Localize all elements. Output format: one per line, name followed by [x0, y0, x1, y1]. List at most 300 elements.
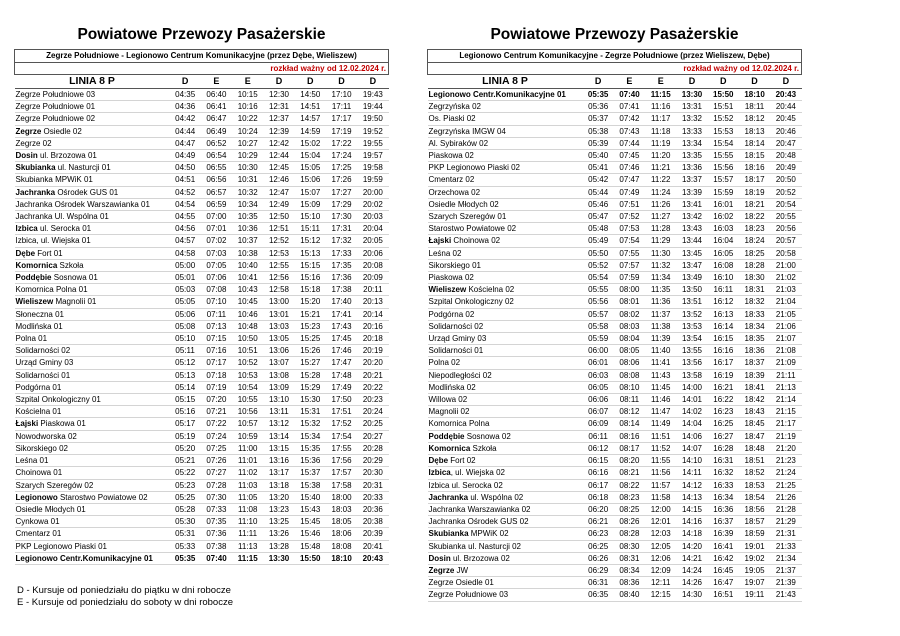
departure-time: 17:58: [326, 479, 357, 491]
departure-time: 15:32: [295, 418, 326, 430]
stop-name-part: Piaskowa 02: [428, 273, 474, 283]
departure-time: 07:00: [201, 211, 232, 223]
stop-name-part: Izbica ul. Serocka 02: [428, 480, 503, 490]
departure-time: 05:21: [170, 455, 201, 467]
departure-time: 18:34: [739, 320, 770, 332]
departure-time: 20:14: [357, 308, 388, 320]
departure-time: 17:26: [326, 174, 357, 186]
departure-time: 17:11: [326, 101, 357, 113]
stop-name: [15, 430, 170, 442]
departure-time: 18:10: [326, 552, 357, 564]
departure-time: 13:25: [263, 516, 294, 528]
departure-time: 08:11: [614, 394, 645, 406]
table-row: [15, 357, 389, 369]
stop-name-part: ul. Brzozowa 01: [37, 151, 97, 161]
departure-time: 11:01: [232, 455, 263, 467]
stop-name: [15, 467, 170, 479]
departure-time: 21:11: [770, 369, 801, 381]
departure-time: 11:19: [645, 137, 676, 149]
departure-time: 05:54: [583, 272, 614, 284]
table-row: [15, 503, 389, 515]
departure-time: 05:47: [583, 211, 614, 223]
departure-time: 16:39: [708, 528, 739, 540]
departure-time: 07:52: [614, 211, 645, 223]
departure-time: 07:21: [201, 406, 232, 418]
departure-time: 04:36: [170, 101, 201, 113]
departure-time: 13:50: [676, 284, 707, 296]
stop-name-part: ul. Wspólna 02: [468, 492, 524, 502]
departure-time: 04:57: [170, 235, 201, 247]
departure-time: 08:30: [614, 540, 645, 552]
departure-time: 06:29: [583, 564, 614, 576]
departure-time: 10:30: [232, 162, 263, 174]
departure-time: 17:31: [326, 223, 357, 235]
departure-time: 05:05: [170, 296, 201, 308]
departure-time: 20:25: [357, 418, 388, 430]
table-row: [15, 308, 389, 320]
departure-time: 10:55: [232, 394, 263, 406]
departure-time: 07:41: [614, 101, 645, 113]
departure-time: 19:07: [739, 577, 770, 589]
stop-name-part: Magnolii 02: [428, 407, 470, 417]
stop-name-part: Polna 01: [15, 334, 48, 344]
departure-time: 20:23: [357, 394, 388, 406]
stop-name-part: Podgórna 02: [428, 309, 475, 319]
departure-time: 13:23: [263, 503, 294, 515]
departure-time: 10:43: [232, 284, 263, 296]
departure-time: 15:16: [295, 272, 326, 284]
town-name: Łajski: [15, 419, 39, 429]
day-type-header: E: [201, 75, 232, 89]
departure-time: 21:25: [770, 479, 801, 491]
departure-time: 07:19: [201, 381, 232, 393]
town-name: Wieliszew: [428, 285, 467, 295]
departure-time: 20:03: [357, 211, 388, 223]
departure-time: 11:40: [645, 345, 676, 357]
legend-item: E - Kursuje od poniedziału do soboty w dni robocze: [17, 597, 233, 608]
departure-time: 16:14: [708, 320, 739, 332]
table-row: [15, 406, 389, 418]
stop-name-part: Solidarności 02: [15, 346, 71, 356]
departure-time: 12:52: [263, 235, 294, 247]
departure-time: 15:26: [295, 345, 326, 357]
table-row: [15, 247, 389, 259]
departure-time: 10:36: [232, 223, 263, 235]
departure-time: 07:40: [201, 552, 232, 564]
departure-time: 04:35: [170, 89, 201, 101]
departure-time: 10:15: [232, 89, 263, 101]
departure-time: 06:07: [583, 406, 614, 418]
departure-time: 07:35: [201, 516, 232, 528]
table-row: [428, 320, 802, 332]
departure-time: 10:32: [232, 186, 263, 198]
departure-time: 15:13: [295, 247, 326, 259]
departure-time: 18:52: [739, 467, 770, 479]
company-title: Powiatowe Przewozy Pasażerskie: [490, 26, 739, 43]
departure-time: 12:11: [645, 577, 676, 589]
table-row: [15, 394, 389, 406]
departure-time: 13:20: [263, 491, 294, 503]
departure-time: 15:27: [295, 357, 326, 369]
departure-time: 07:46: [614, 162, 645, 174]
departure-time: 16:25: [708, 418, 739, 430]
table-row: [428, 150, 802, 162]
table-row: [428, 223, 802, 235]
validity-note: rozkład ważny od 12.02.2024 r.: [428, 63, 802, 75]
departure-time: 18:45: [739, 418, 770, 430]
departure-time: 19:55: [357, 137, 388, 149]
departure-time: 12:47: [263, 186, 294, 198]
departure-time: 20:31: [357, 479, 388, 491]
departure-time: 08:21: [614, 467, 645, 479]
departure-time: 21:04: [770, 296, 801, 308]
departure-time: 05:41: [583, 162, 614, 174]
departure-time: 11:39: [645, 333, 676, 345]
departure-time: 13:26: [263, 528, 294, 540]
stop-name-part: Modlińska 02: [428, 382, 476, 392]
departure-time: 13:01: [263, 308, 294, 320]
departure-time: 18:48: [739, 442, 770, 454]
departure-time: 10:34: [232, 198, 263, 210]
departure-time: 17:38: [326, 284, 357, 296]
departure-time: 20:05: [357, 235, 388, 247]
departure-time: 05:16: [170, 406, 201, 418]
stop-name: [428, 308, 583, 320]
departure-time: 18:00: [326, 491, 357, 503]
departure-time: 13:39: [676, 186, 707, 198]
departure-time: 12:56: [263, 272, 294, 284]
departure-time: 13:54: [676, 333, 707, 345]
departure-time: 12:46: [263, 174, 294, 186]
departure-time: 15:30: [295, 394, 326, 406]
departure-time: 21:13: [770, 381, 801, 393]
stop-name: [428, 577, 583, 589]
departure-time: 07:02: [201, 235, 232, 247]
departure-time: 07:10: [201, 296, 232, 308]
departure-time: 10:27: [232, 137, 263, 149]
departure-time: 05:46: [583, 198, 614, 210]
table-row: [15, 211, 389, 223]
stop-name: [15, 516, 170, 528]
departure-time: 17:43: [326, 320, 357, 332]
departure-time: 13:44: [676, 235, 707, 247]
stop-name-part: Leśna 01: [15, 456, 49, 466]
departure-time: 04:42: [170, 113, 201, 125]
departure-time: 18:13: [739, 125, 770, 137]
stop-name: [428, 113, 583, 125]
stop-name: [15, 101, 170, 113]
stop-name-part: Zegrze Osiedle 01: [428, 578, 494, 588]
departure-time: 15:02: [295, 137, 326, 149]
validity-note: rozkład ważny od 12.02.2024 r.: [15, 63, 389, 75]
departure-time: 17:22: [326, 137, 357, 149]
departure-time: 13:07: [263, 357, 294, 369]
stop-name-part: Szarych Szeregów 02: [15, 480, 94, 490]
departure-time: 05:48: [583, 223, 614, 235]
stop-name-part: Szpital Onkologiczny 01: [15, 395, 101, 405]
departure-time: 15:18: [295, 284, 326, 296]
departure-time: 11:08: [232, 503, 263, 515]
table-row: [428, 137, 802, 149]
departure-time: 07:01: [201, 223, 232, 235]
departure-time: 05:25: [170, 491, 201, 503]
departure-time: 13:41: [676, 198, 707, 210]
departure-time: 16:10: [708, 272, 739, 284]
departure-time: 08:40: [614, 589, 645, 601]
departure-time: 15:21: [295, 308, 326, 320]
stop-name: [428, 589, 583, 601]
stop-name: [15, 406, 170, 418]
departure-time: 05:33: [170, 540, 201, 552]
departure-time: 07:18: [201, 369, 232, 381]
stop-name-part: Fort 01: [35, 248, 63, 258]
day-type-header: D: [739, 75, 770, 89]
town-name: Poddębie: [428, 431, 465, 441]
departure-time: 13:34: [676, 137, 707, 149]
stop-name-part: Choinowa 01: [15, 468, 63, 478]
stop-name-part: Nowodworska 02: [15, 431, 77, 441]
departure-time: 08:06: [614, 357, 645, 369]
stop-name-part: Orzechowa 02: [428, 187, 481, 197]
departure-time: 20:16: [357, 320, 388, 332]
departure-time: 05:30: [170, 516, 201, 528]
town-name: Legionowo: [15, 492, 58, 502]
departure-time: 18:19: [739, 186, 770, 198]
table-row: [15, 272, 389, 284]
departure-time: 16:34: [708, 491, 739, 503]
departure-time: 21:03: [770, 284, 801, 296]
stop-name: [15, 381, 170, 393]
departure-time: 16:36: [708, 503, 739, 515]
departure-time: 04:58: [170, 247, 201, 259]
stop-name-part: Zegrze Południowe 01: [15, 102, 96, 112]
departure-time: 07:30: [201, 491, 232, 503]
stop-name: [15, 247, 170, 259]
departure-time: 11:16: [645, 101, 676, 113]
table-row: [15, 516, 389, 528]
departure-time: 07:11: [201, 308, 232, 320]
departure-time: 10:38: [232, 247, 263, 259]
table-row: [15, 345, 389, 357]
departure-time: 13:36: [676, 162, 707, 174]
stop-name: [428, 259, 583, 271]
route-description: Zegrze Południowe - Legionowo Centrum Komunikacyjne (przez Dębe, Wieliszew): [15, 50, 389, 63]
departure-time: 14:57: [295, 113, 326, 125]
departure-time: 17:49: [326, 381, 357, 393]
stop-name-part: Skubianka ul. Nasturcji 02: [428, 541, 521, 551]
stop-name-part: PKP Legionowo Piaski 01: [15, 541, 107, 551]
stop-name-part: Solidarności 01: [15, 370, 71, 380]
departure-time: 13:43: [676, 223, 707, 235]
stop-name-part: Komornica Polna: [428, 419, 490, 429]
departure-time: 06:31: [583, 577, 614, 589]
departure-time: 05:08: [170, 320, 201, 332]
departure-time: 07:03: [201, 247, 232, 259]
departure-time: 20:19: [357, 345, 388, 357]
timetable-right: [427, 26, 802, 602]
departure-time: 17:36: [326, 272, 357, 284]
stop-name: [428, 430, 583, 442]
departure-time: 05:11: [170, 345, 201, 357]
departure-time: 10:50: [232, 333, 263, 345]
departure-time: 13:09: [263, 381, 294, 393]
stop-name-part: Komornica Polna 01: [15, 285, 88, 295]
departure-time: 07:25: [201, 442, 232, 454]
departure-time: 18:03: [326, 503, 357, 515]
departure-time: 20:55: [770, 211, 801, 223]
departure-time: 20:45: [770, 113, 801, 125]
stop-name-part: Leśna 02: [428, 248, 462, 258]
departure-time: 15:31: [295, 406, 326, 418]
departure-time: 17:19: [326, 125, 357, 137]
departure-time: 06:21: [583, 516, 614, 528]
table-row: [428, 467, 802, 479]
stop-name: [428, 272, 583, 284]
stop-name-part: Cmentarz 01: [15, 529, 62, 539]
departure-time: 15:37: [295, 467, 326, 479]
departure-time: 06:11: [583, 430, 614, 442]
column-header-row: [428, 75, 802, 89]
table-row: [15, 320, 389, 332]
departure-time: 18:16: [739, 162, 770, 174]
day-type-header: D: [583, 75, 614, 89]
departure-time: 17:55: [326, 442, 357, 454]
departure-time: 05:52: [583, 259, 614, 271]
table-row: [428, 369, 802, 381]
departure-time: 16:37: [708, 516, 739, 528]
departure-time: 06:20: [583, 503, 614, 515]
departure-time: 05:15: [170, 394, 201, 406]
departure-time: 13:35: [676, 150, 707, 162]
departure-time: 07:20: [201, 394, 232, 406]
departure-time: 06:55: [201, 162, 232, 174]
departure-time: 18:10: [739, 89, 770, 101]
departure-time: 13:11: [263, 406, 294, 418]
departure-time: 20:46: [770, 125, 801, 137]
departure-time: 12:44: [263, 150, 294, 162]
departure-time: 07:17: [201, 357, 232, 369]
departure-time: 16:41: [708, 540, 739, 552]
day-type-header: E: [645, 75, 676, 89]
departure-time: 11:00: [232, 442, 263, 454]
departure-time: 20:54: [770, 198, 801, 210]
departure-time: 19:58: [357, 162, 388, 174]
stop-name-part: Piaskowa 01: [38, 419, 86, 429]
departure-time: 11:03: [232, 479, 263, 491]
departure-time: 10:22: [232, 113, 263, 125]
stop-name: [15, 296, 170, 308]
departure-time: 04:52: [170, 186, 201, 198]
departure-time: 04:47: [170, 137, 201, 149]
table-row: [15, 491, 389, 503]
stop-name: [428, 528, 583, 540]
table-row: [15, 137, 389, 149]
town-name: Dębe: [15, 248, 36, 258]
departure-time: 07:16: [201, 345, 232, 357]
departure-time: 13:06: [263, 345, 294, 357]
stop-name: [428, 247, 583, 259]
departure-time: 15:28: [295, 369, 326, 381]
stop-name-part: Piaskowa 02: [428, 151, 474, 161]
stop-name: [428, 101, 583, 113]
line-name: LINIA 8 P: [15, 75, 170, 89]
departure-time: 18:08: [326, 540, 357, 552]
departure-time: 05:42: [583, 174, 614, 186]
departure-time: 21:19: [770, 430, 801, 442]
departure-time: 21:08: [770, 345, 801, 357]
departure-time: 20:30: [357, 467, 388, 479]
table-row: [428, 516, 802, 528]
stop-name: [428, 284, 583, 296]
stop-name-part: , ul. Wiejska 02: [450, 468, 505, 478]
stop-name: [428, 442, 583, 454]
company-title: Powiatowe Przewozy Pasażerskie: [77, 26, 326, 43]
departure-time: 11:22: [645, 174, 676, 186]
departure-time: 11:30: [645, 247, 676, 259]
departure-time: 07:06: [201, 272, 232, 284]
stop-name: [428, 467, 583, 479]
departure-time: 19:44: [357, 101, 388, 113]
departure-time: 16:05: [708, 247, 739, 259]
stop-name-part: Zegrzyńska IMGW 04: [428, 126, 506, 136]
stop-name-part: Izbica, ul. Wiejska 01: [15, 236, 91, 246]
departure-time: 04:49: [170, 150, 201, 162]
departure-time: 08:02: [614, 308, 645, 320]
departure-time: 06:40: [201, 89, 232, 101]
departure-time: 21:37: [770, 564, 801, 576]
departure-time: 11:29: [645, 235, 676, 247]
departure-time: 20:29: [357, 455, 388, 467]
departure-time: 20:48: [770, 150, 801, 162]
departure-time: 11:36: [645, 296, 676, 308]
departure-time: 05:06: [170, 308, 201, 320]
departure-time: 05:55: [583, 284, 614, 296]
table-row: [428, 564, 802, 576]
departure-time: 07:40: [614, 89, 645, 101]
departure-time: 19:11: [739, 589, 770, 601]
departure-time: 08:22: [614, 479, 645, 491]
departure-time: 08:05: [614, 345, 645, 357]
departure-time: 15:35: [295, 442, 326, 454]
departure-time: 06:23: [583, 528, 614, 540]
departure-time: 20:56: [770, 223, 801, 235]
departure-time: 13:30: [676, 89, 707, 101]
departure-time: 16:33: [708, 479, 739, 491]
departure-time: 06:12: [583, 442, 614, 454]
departure-time: 08:03: [614, 320, 645, 332]
departure-time: 11:28: [645, 223, 676, 235]
departure-time: 08:08: [614, 369, 645, 381]
table-row: [15, 442, 389, 454]
departure-time: 20:02: [357, 198, 388, 210]
stop-name: [15, 418, 170, 430]
departure-time: 08:01: [614, 296, 645, 308]
departure-time: 13:33: [676, 125, 707, 137]
departure-time: 18:53: [739, 479, 770, 491]
stop-name-part: Szkoła: [57, 260, 84, 270]
departure-time: 14:02: [676, 406, 707, 418]
departure-time: 13:03: [263, 320, 294, 332]
departure-time: 07:49: [614, 186, 645, 198]
departure-time: 13:05: [263, 333, 294, 345]
departure-time: 19:05: [739, 564, 770, 576]
departure-time: 20:09: [357, 272, 388, 284]
stop-name-part: Sikorskiego 01: [428, 260, 481, 270]
stop-name: [428, 564, 583, 576]
stop-name: [428, 174, 583, 186]
departure-time: 15:45: [295, 516, 326, 528]
departure-time: 14:20: [676, 540, 707, 552]
